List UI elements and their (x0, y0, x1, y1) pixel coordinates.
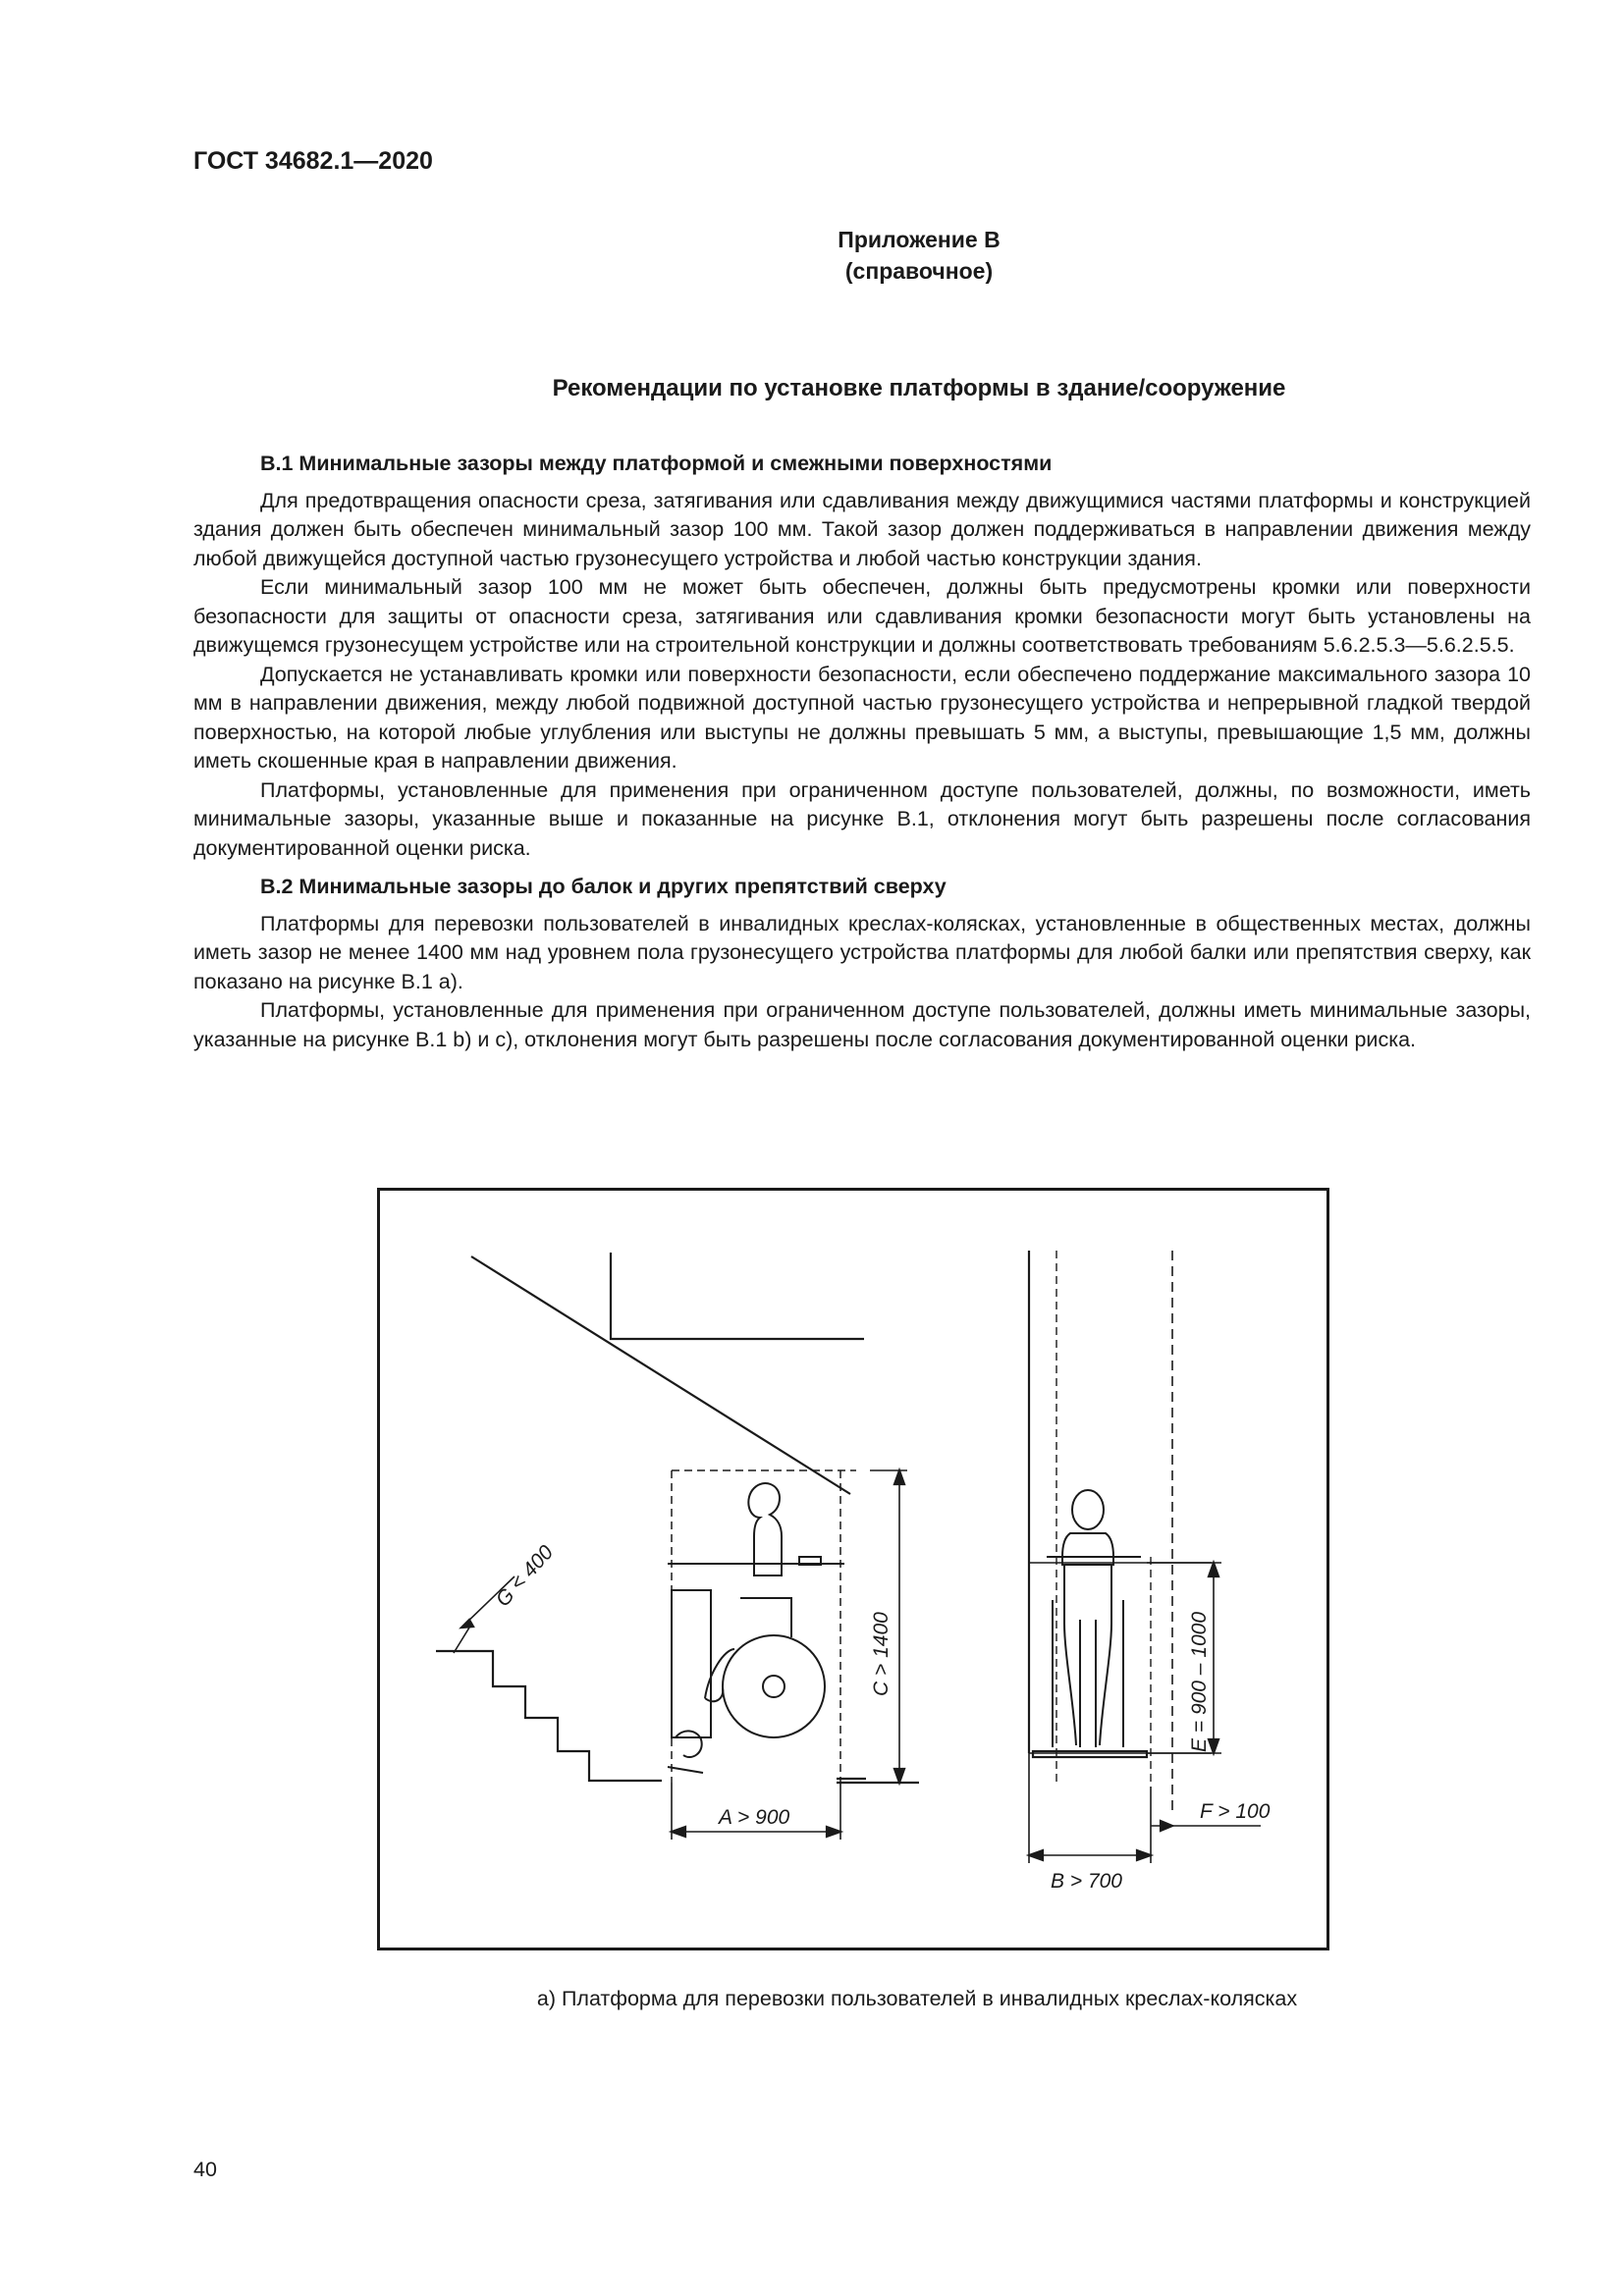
paragraph: Платформы, установленные для применения при ограниченном доступе пользователей, должны, по возможности, иметь минимальные зазоры, указанные выше и показанные на рисунке В.1, отклонения могут быть разрешены после согласования документированной оценки риска. (193, 777, 1531, 860)
label-b: B > 700 (1051, 1870, 1122, 1893)
label-a: A > 900 (719, 1806, 790, 1829)
document-header-code: ГОСТ 34682.1—2020 (193, 147, 433, 175)
head (1072, 1490, 1104, 1529)
a-dim-arrow-left (672, 1827, 685, 1837)
page-number: 40 (193, 2158, 217, 2181)
footrest (668, 1767, 703, 1773)
b-dim-arrow-right (1137, 1850, 1151, 1860)
annex-label: Приложение В (838, 227, 1001, 252)
chair-back-outline (672, 1590, 711, 1737)
figure-drawing (377, 1188, 1329, 1950)
legs-front (1064, 1565, 1111, 1745)
stair-slope-line (471, 1256, 850, 1494)
e-dim-arrow-top (1209, 1563, 1218, 1576)
wheelchair-side (668, 1483, 844, 1773)
front-view (1029, 1251, 1261, 1863)
label-g: G < 400 (491, 1540, 559, 1612)
figure-caption: а) Платформа для перевозки пользователей в инвалидных креслах-колясках (536, 1987, 1298, 2010)
wheelchair-front (1047, 1490, 1141, 1747)
stair-steps (436, 1651, 662, 1781)
label-f: F > 100 (1200, 1800, 1271, 1823)
annex-heading (0, 224, 1624, 287)
wheel-large (723, 1635, 825, 1737)
section-heading: В.2 Минимальные зазоры до балок и других препятствий сверху (260, 875, 947, 898)
legs (705, 1598, 791, 1701)
document-body (193, 450, 1531, 1054)
paragraph: Допускается не устанавливать кромки или поверхности безопасности, если обеспечено поддержание максимального зазора 10 мм в направлении движения, между любой подвижной доступной частью грузонесущего устройства и непрерывной гладкой твердой поверхностью, на которой любые углубления или выступы не должны превышать 5 мм, а выступы, превышающие 1,5 мм, должны иметь скошенные края в направлении движения. (193, 662, 1531, 773)
section-heading: В.1 Минимальные зазоры между платформой и смежными поверхностями (260, 452, 1053, 475)
g-dim-tick (454, 1628, 469, 1653)
label-c: C > 1400 (870, 1612, 893, 1696)
paragraph: Платформы для перевозки пользователей в инвалидных креслах-колясках, установленные в общественных местах, должны иметь зазор не менее 1400 мм над уровнем пола грузонесущего устройства платформы для любой балки или препятствия сверху, как показано на рисунке В.1 а). (193, 911, 1531, 993)
annex-title: Рекомендации по установке платформы в здание/сооружение (552, 375, 1286, 401)
paragraph: Для предотвращения опасности среза, затягивания или сдавливания между движущимися частями платформы и конструкцией здания должен быть обеспечен минимальный зазор 100 мм. Такой зазор должен поддерживаться в направлении движения между любой движущейся доступной частью грузонесущего устройства и любой частью конструкции здания. (193, 488, 1531, 570)
g-dim-arrow (461, 1620, 473, 1628)
stair-view (436, 1253, 919, 1840)
b-dim-arrow-left (1029, 1850, 1043, 1860)
platform-deck (1033, 1751, 1147, 1757)
wheel-hub (763, 1676, 785, 1697)
paragraph: Если минимальный зазор 100 мм не может быть обеспечен, должны быть предусмотрены кромки или поверхности безопасности для защиты от опасности среза, затягивания или сдавливания кромки безопасности могут быть установлены на движущемся грузонесущем устройстве или на строительной конструкции и должны соответствовать требованиям 5.6.2.5.3—5.6.2.5.5. (193, 575, 1531, 657)
f-dim-arrow (1161, 1821, 1172, 1831)
shoulders (1062, 1533, 1113, 1565)
annex-status: (справочное) (844, 258, 994, 284)
person-upper-body (748, 1483, 782, 1575)
overhead-beam (611, 1253, 864, 1339)
c-dim-arrow-bottom (894, 1769, 904, 1783)
a-dim-arrow-right (827, 1827, 840, 1837)
front-caster (676, 1731, 702, 1757)
paragraph: Платформы, установленные для применения при ограниченном доступе пользователей, должны иметь минимальные зазоры, указанные на рисунке В.1 b) и c), отклонения могут быть разрешены после согласования документированной оценки риска. (193, 998, 1531, 1051)
label-e: E = 900 – 1000 (1188, 1611, 1211, 1752)
c-dim-arrow-top (894, 1470, 904, 1484)
chair-sides (1053, 1600, 1123, 1747)
figure-b1a (377, 1188, 1329, 1950)
shins (1080, 1620, 1096, 1747)
